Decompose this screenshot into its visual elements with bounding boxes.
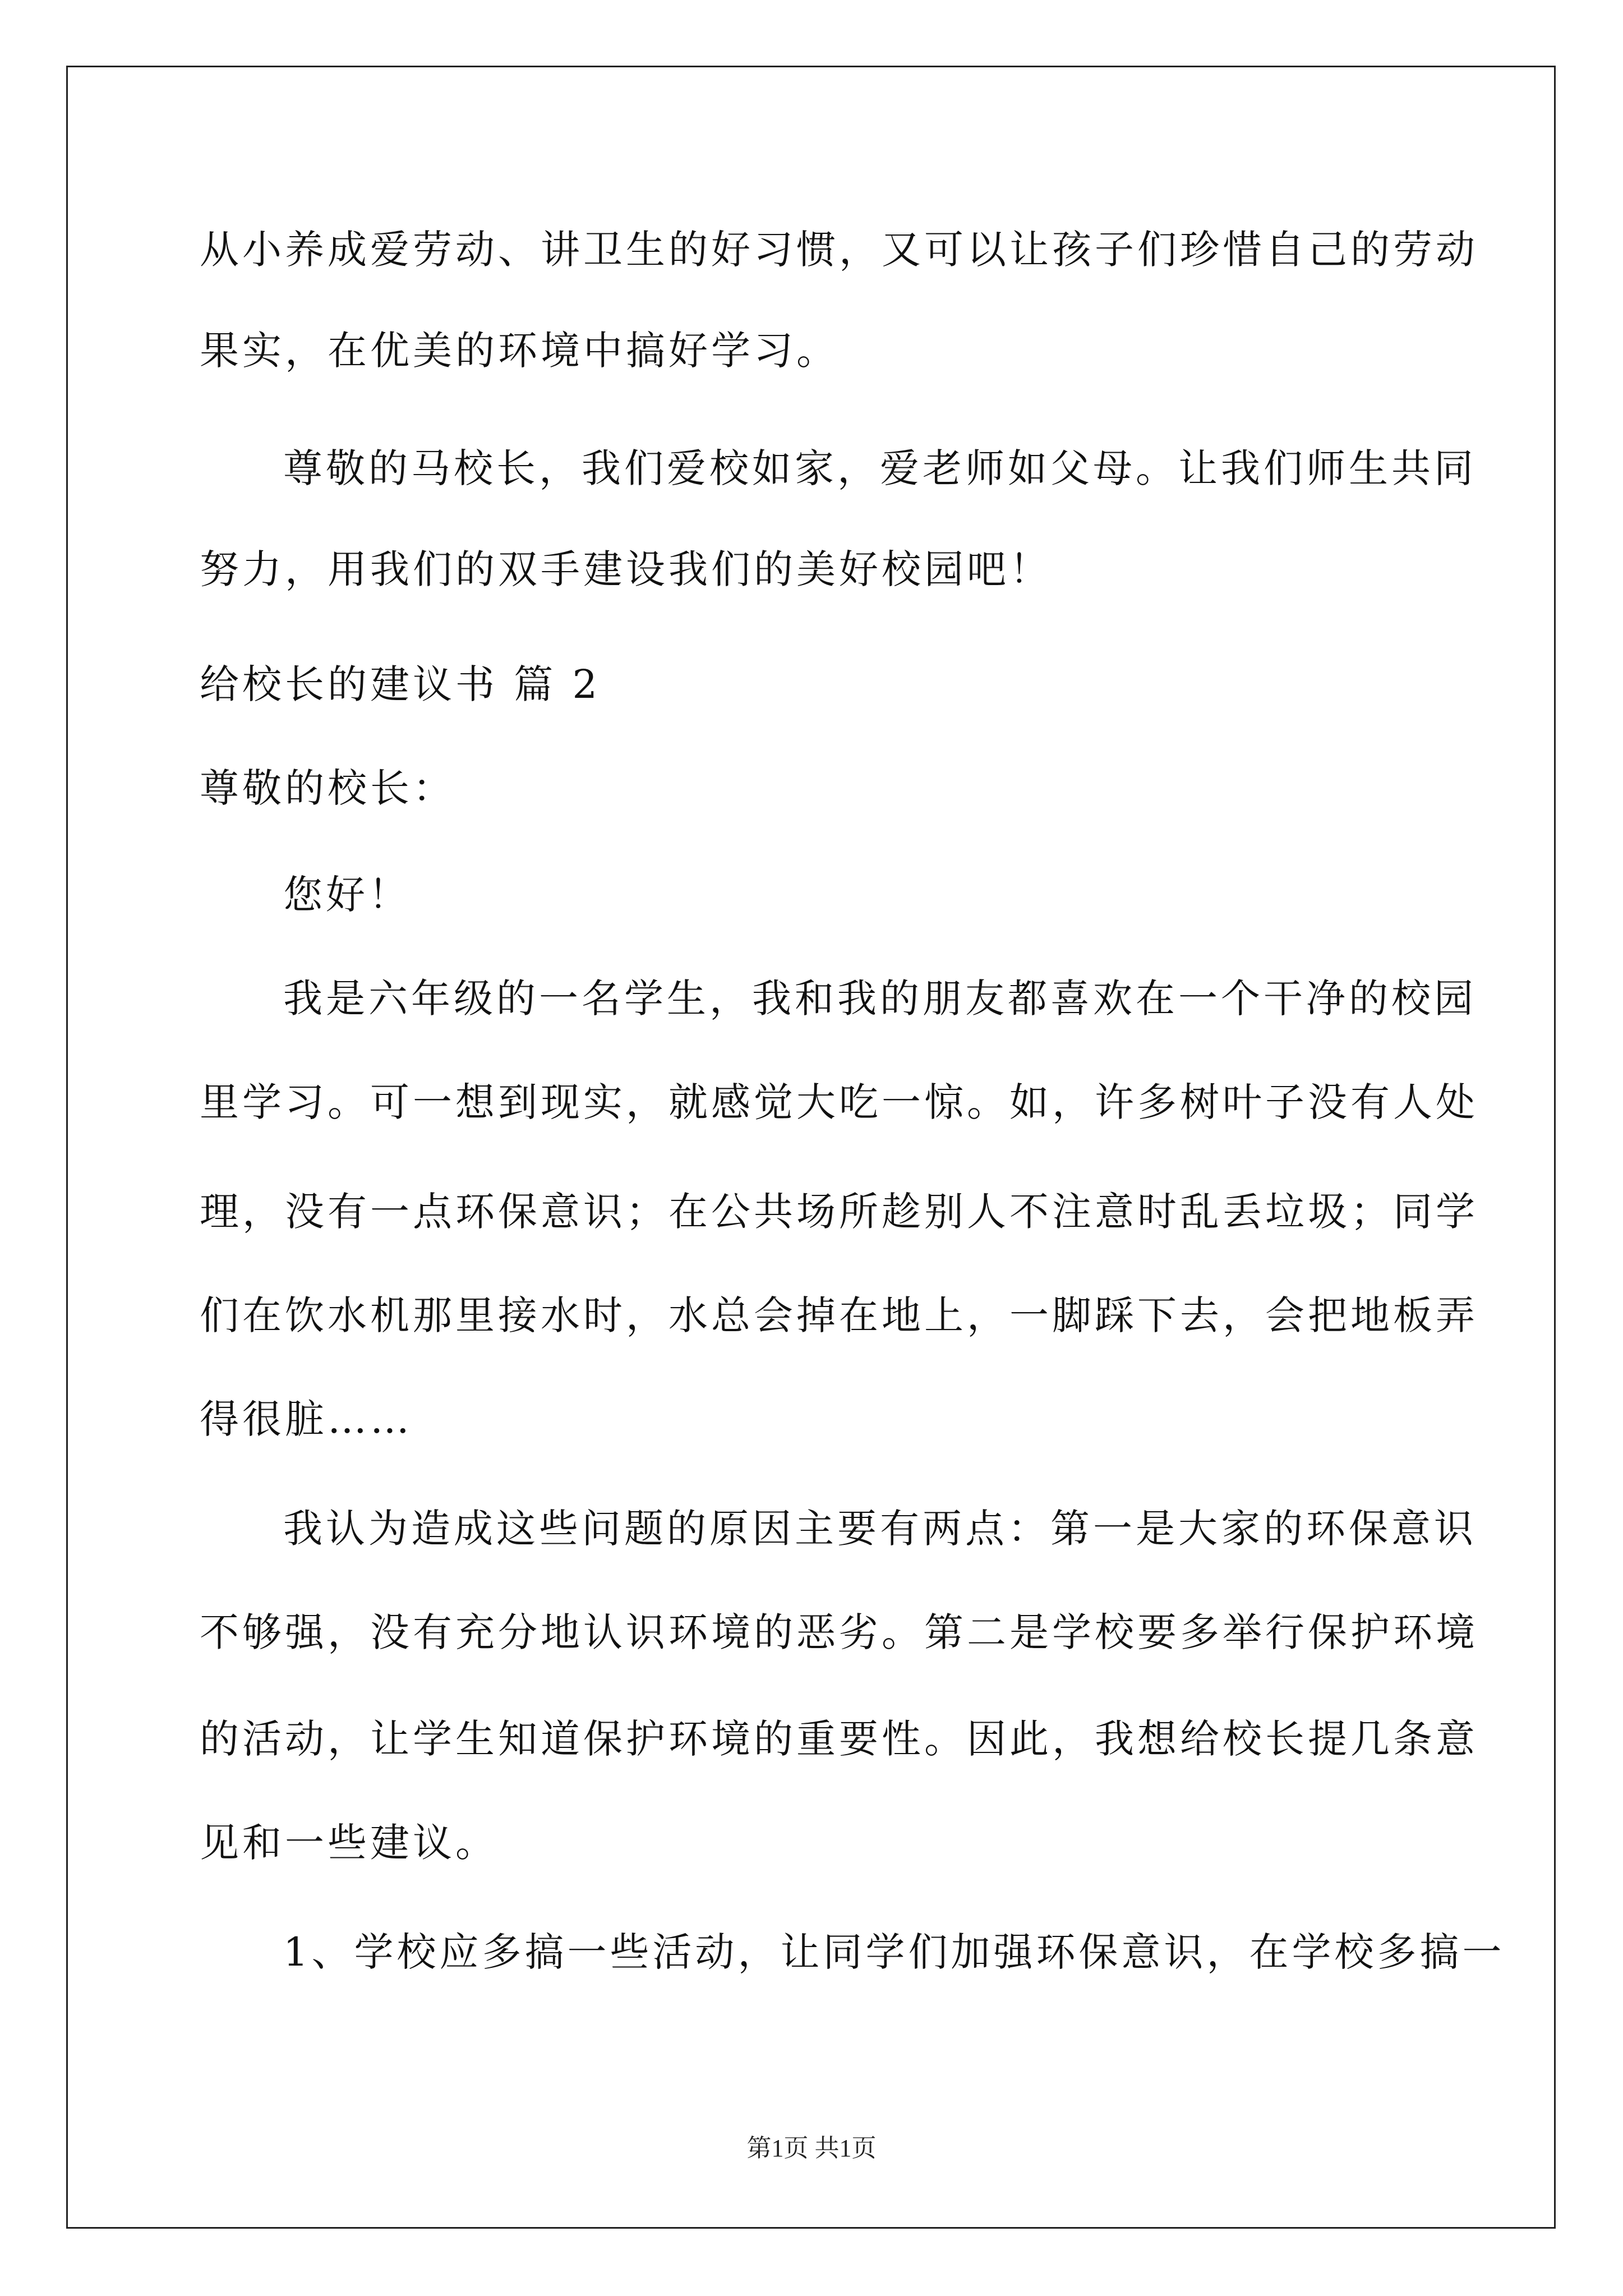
body-line-3: 尊敬的马校长，我们爱校如家，爱老师如父母。让我们师生共同 <box>283 445 1477 491</box>
body-line-4: 努力，用我们的双手建设我们的美好校园吧！ <box>200 546 1052 592</box>
section-heading: 给校长的建议书 篇 2 <box>200 661 601 707</box>
body-line-13: 见和一些建议。 <box>200 1820 498 1866</box>
body-line-8: 们在饮水机那里接水时，水总会掉在地上，一脚踩下去，会把地板弄 <box>200 1292 1478 1338</box>
body-line-1: 从小养成爱劳动、讲卫生的好习惯，又可以让孩子们珍惜自己的劳动 <box>200 227 1478 273</box>
greeting: 您好！ <box>283 872 411 918</box>
page-border <box>66 66 1556 2229</box>
body-line-2: 果实，在优美的环境中搞好学习。 <box>200 328 839 374</box>
body-line-12: 的活动，让学生知道保护环境的重要性。因此，我想给校长提几条意 <box>200 1716 1478 1762</box>
salutation: 尊敬的校长： <box>200 765 455 811</box>
body-line-7: 理，没有一点环保意识；在公共场所趁别人不注意时乱丢垃圾；同学 <box>200 1189 1478 1235</box>
page-number-footer: 第1页 共1页 <box>746 2134 877 2162</box>
body-line-11: 不够强，没有充分地认识环境的恶劣。第二是学校要多举行保护环境 <box>200 1609 1478 1655</box>
body-line-14: 1、学校应多搞一些活动，让同学们加强环保意识，在学校多搞一 <box>283 1929 1505 1975</box>
body-line-5: 我是六年级的一名学生，我和我的朋友都喜欢在一个干净的校园 <box>283 976 1477 1022</box>
body-line-10: 我认为造成这些问题的原因主要有两点：第一是大家的环保意识 <box>283 1506 1477 1552</box>
body-line-6: 里学习。可一想到现实，就感觉大吃一惊。如，许多树叶子没有人处 <box>200 1079 1478 1125</box>
body-line-9: 得很脏…… <box>200 1396 413 1442</box>
